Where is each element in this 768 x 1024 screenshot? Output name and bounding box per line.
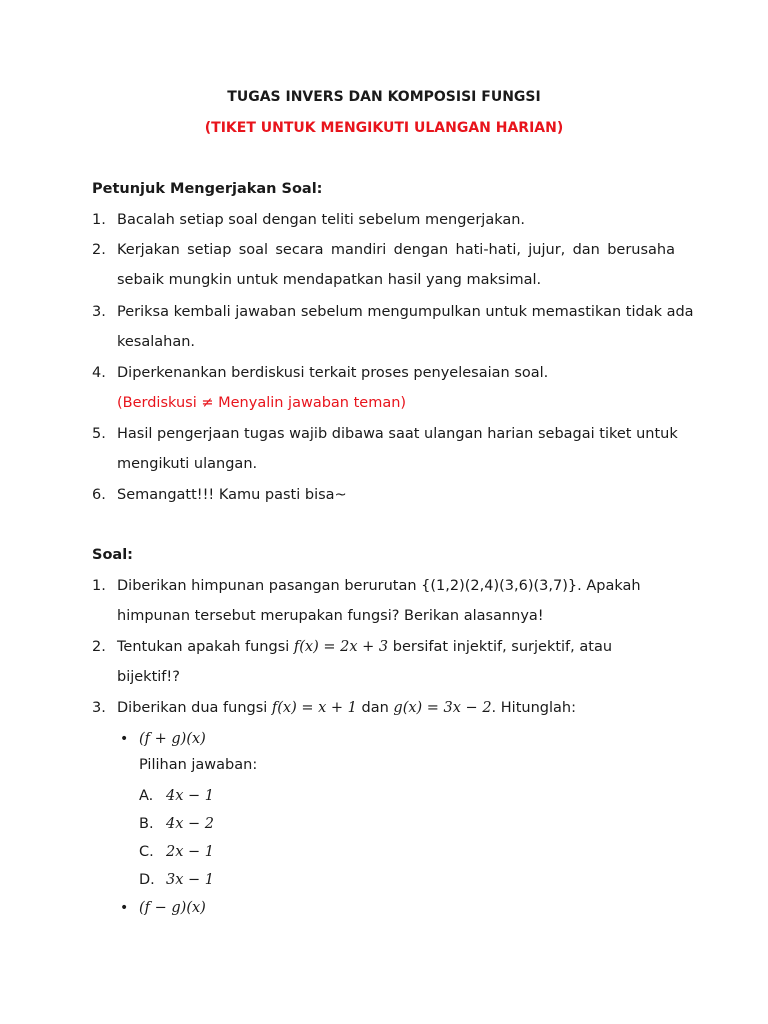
instruction-number: 4.: [92, 365, 106, 381]
question-text: [117, 700, 576, 716]
instruction-number: 5.: [92, 426, 106, 442]
instruction-number: 2.: [92, 242, 106, 258]
choice-expression: 4x − 2: [166, 816, 214, 832]
instruction-note: (Berdiskusi ≠ Menyalin jawaban teman): [117, 395, 407, 411]
math-expression: (f − g)(x): [139, 900, 206, 916]
math-expression: f(x) = 2x + 3: [293, 639, 389, 655]
instruction-text: Diperkenankan berdiskusi terkait proses penyelesaian soal.: [117, 365, 549, 381]
bullet-icon: •: [120, 900, 129, 916]
instruction-number: 6.: [92, 487, 106, 503]
question-text: Diberikan himpunan pasangan berurutan {(1,2)(2,4)(3,6)(3,7)}. Apakah: [117, 578, 641, 594]
question-text-part: . Hitunglah:: [491, 700, 576, 716]
instruction-text-continued: sebaik mungkin untuk mendapatkan hasil yang maksimal.: [117, 272, 542, 288]
question-number: 3.: [92, 700, 106, 716]
instruction-text: Semangatt!!! Kamu pasti bisa~: [117, 487, 347, 503]
question-text-part: bersifat injektif, surjektif, atau: [388, 639, 613, 655]
question-text-continued: himpunan tersebut merupakan fungsi? Berikan alasannya!: [117, 608, 544, 624]
question-text-continued: bijektif!?: [117, 669, 180, 685]
instruction-number: 1.: [92, 212, 106, 228]
question-text-part: dan: [356, 700, 394, 716]
instruction-number: 3.: [92, 304, 106, 320]
choices-label: Pilihan jawaban:: [139, 757, 258, 773]
instruction-text: Hasil pengerjaan tugas wajib dibawa saat ulangan harian sebagai tiket untuk: [117, 426, 678, 442]
instruction-text-continued: kesalahan.: [117, 334, 196, 350]
question-text-part: Tentukan apakah fungsi: [117, 639, 294, 655]
math-expression: (f + g)(x): [139, 731, 206, 747]
choice-expression: 3x − 1: [166, 872, 214, 888]
instruction-text: Kerjakan setiap soal secara mandiri dengan hati-hati, jujur, dan berusaha: [117, 242, 675, 258]
document-subtitle: (TIKET UNTUK MENGIKUTI ULANGAN HARIAN): [204, 120, 564, 136]
choice-letter: A.: [139, 788, 154, 804]
math-expression: f(x) = x + 1: [271, 700, 357, 716]
question-number: 1.: [92, 578, 106, 594]
question-number: 2.: [92, 639, 106, 655]
instructions-heading: Petunjuk Mengerjakan Soal:: [92, 181, 323, 197]
bullet-icon: •: [120, 731, 129, 747]
choice-letter: B.: [139, 816, 154, 832]
math-expression: g(x) = 3x − 2: [393, 700, 492, 716]
questions-heading: Soal:: [92, 547, 133, 563]
document-title: TUGAS INVERS DAN KOMPOSISI FUNGSI: [227, 89, 541, 105]
choice-expression: 4x − 1: [166, 788, 214, 804]
choice-letter: D.: [139, 872, 155, 888]
instruction-text-continued: mengikuti ulangan.: [117, 456, 258, 472]
instruction-text: Bacalah setiap soal dengan teliti sebelum mengerjakan.: [117, 212, 526, 228]
question-text: [117, 639, 612, 655]
question-text-part: Diberikan dua fungsi: [117, 700, 272, 716]
choice-expression: 2x − 1: [166, 844, 214, 860]
choice-letter: C.: [139, 844, 154, 860]
instruction-text: Periksa kembali jawaban sebelum mengumpulkan untuk memastikan tidak ada: [117, 304, 694, 320]
